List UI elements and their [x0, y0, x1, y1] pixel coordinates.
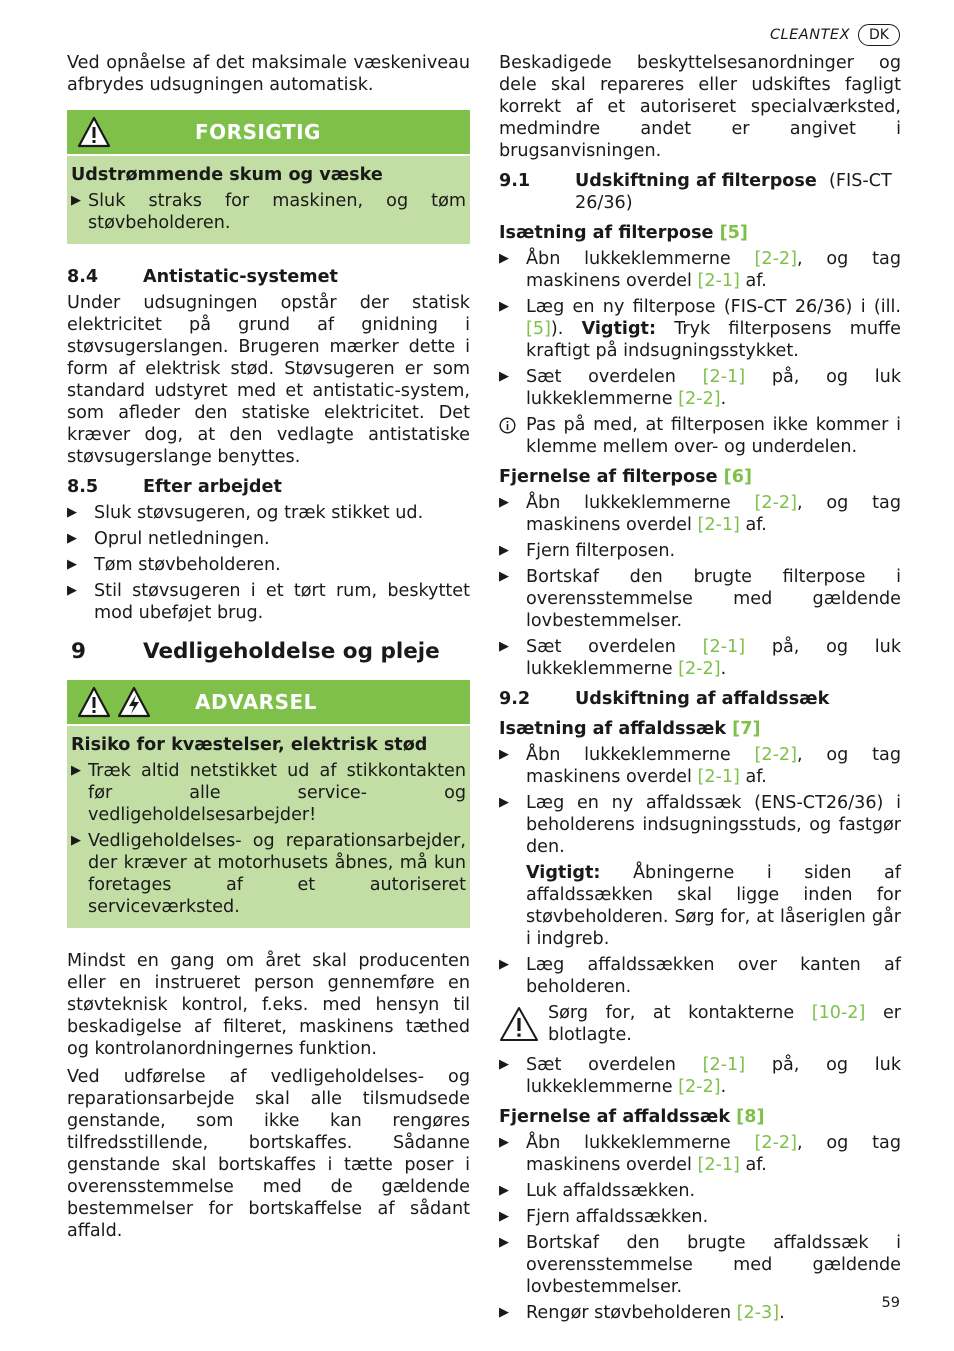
list-item: ▶ Læg en ny filterpose (FIS-CT 26/36) i (ill. [5]). Vigtigt: Tryk filterposens muffe kraftigt på indsugningsstykket.: [499, 297, 902, 361]
page-header: [770, 24, 900, 46]
subheading-insert-filter: Isætning af filterpose [5]: [499, 223, 748, 243]
right-column: [499, 52, 901, 1328]
warning-triangle-icon: [499, 1006, 539, 1042]
warning-header: [67, 680, 470, 726]
list-item: ▶ Sluk straks for maskinen, og tøm støvbeholderen.: [71, 191, 466, 233]
triangle-right-icon: ▶: [71, 763, 81, 778]
info-icon: [499, 417, 516, 434]
triangle-right-icon: ▶: [71, 193, 81, 208]
list-item: ▶ Sluk støvsugeren, og træk stikket ud.: [67, 503, 424, 523]
triangle-right-icon: ▶: [499, 495, 509, 510]
caution-subtitle: Udstrømmende skum og væske: [71, 165, 383, 185]
subheading-remove-filter: Fjernelse af filterpose [6]: [499, 467, 752, 487]
triangle-right-icon: ▶: [499, 1135, 509, 1150]
list-item: ▶ Rengør støvbeholderen [2-3].: [499, 1303, 785, 1323]
section-heading-9-2: 9.2 Udskiftning af affaldssæk: [499, 689, 830, 709]
triangle-right-icon: ▶: [67, 557, 77, 572]
list-item: ▶ Sæt overdelen [2-1] på, og luk lukkeklemmerne [2-2].: [499, 1055, 902, 1097]
language-badge: DK: [858, 24, 900, 46]
triangle-right-icon: ▶: [499, 1235, 509, 1250]
intro-paragraph: Ved opnåelse af det maksimale væskeniveau afbrydes udsugningen automatisk.: [67, 53, 470, 95]
list-item: ▶ Læg en ny affaldssæk (ENS-CT26/36) i beholderens indsugningsstuds, og fastgør den.: [499, 793, 901, 857]
triangle-right-icon: ▶: [67, 505, 77, 520]
warning-triangle-icon: [77, 686, 111, 718]
warning-triangle-icon: [77, 116, 111, 148]
triangle-right-icon: ▶: [499, 1209, 509, 1224]
warning-box: [67, 680, 470, 928]
inspection-paragraph: Mindst en gang om året skal producenten eller en instrueret person gennemføre en støvteknisk kontrol, f.eks. med hensyn til beskadigelse af filteret, maskinens tæthed og kontrolanordningernes funktion.: [67, 951, 470, 1059]
brand-name: CLEANTEX: [769, 27, 851, 43]
left-column: [67, 52, 470, 1242]
page-number: 59: [881, 1295, 900, 1311]
list-item: ▶ Åbn lukkeklemmerne [2-2], og tag maskinens overdel [2-1] af.: [499, 745, 901, 787]
contact-warning-note: Sørg for, at kontakterne [10-2] er blotlagte.: [499, 1002, 901, 1048]
triangle-right-icon: ▶: [67, 531, 77, 546]
triangle-right-icon: ▶: [71, 833, 81, 848]
section-heading-8-5: 8.5 Efter arbejdet: [67, 477, 282, 497]
list-item: ▶ Fjern affaldssækken.: [499, 1207, 709, 1227]
list-item: ▶ Vedligeholdelses- og reparationsarbejder, der kræver at motorhusets åbnes, må kun foretages af et autoriseret serviceværksted.: [71, 831, 466, 917]
triangle-right-icon: ▶: [499, 639, 509, 654]
warning-label: ADVARSEL: [195, 690, 317, 714]
list-item: ▶ Oprul netledningen.: [67, 529, 270, 549]
list-item: ▶ Sæt overdelen [2-1] på, og luk lukkeklemmerne [2-2].: [499, 367, 902, 409]
disposal-paragraph: Ved udførelse af vedligeholdelses- og reparationsarbejde skal alle tilsmudsede genstande, som ikke kan rengøres tilfredsstillende, bortskaffes. Sådanne genstande skal bortskaffes i tætte poser i overensstemmelse med de gældende bestemmelser for bortskaffelse af sådant affald.: [67, 1067, 470, 1241]
info-note: Pas på med, at filterposen ikke kommer i klemme mellem over- og underdelen.: [499, 414, 901, 458]
list-item: ▶ Læg affaldssækken over kanten af beholderen.: [499, 955, 901, 997]
triangle-right-icon: ▶: [499, 747, 509, 762]
electric-warning-icon: [117, 686, 151, 718]
triangle-right-icon: ▶: [499, 543, 509, 558]
caution-header: [67, 110, 470, 156]
list-item: ▶ Stil støvsugeren i et tørt rum, beskyttet mod ubeføjet brug.: [67, 581, 470, 623]
list-item: ▶ Bortskaf den brugte filterpose i overensstemmelse med gældende lovbestemmelser.: [499, 567, 901, 631]
caution-label: FORSIGTIG: [195, 120, 321, 144]
list-item: ▶ Luk affaldssækken.: [499, 1181, 696, 1201]
antistatic-paragraph: Under udsugningen opstår der statisk elektricitet på grund af gnidning i støvsugerslangen. Brugeren mærker dette i form af elektrisk stød. Støvsugeren er som standard udstyret med et antistatic-system, som afleder den statiske elektricitet. Det kræver dog, at den vedlagte antistatiske støvsugerslange benyttes.: [67, 293, 470, 467]
list-item: ▶ Fjern filterposen.: [499, 541, 676, 561]
subheading-insert-sack: Isætning af affaldssæk [7]: [499, 719, 761, 739]
list-item: ▶ Åbn lukkeklemmerne [2-2], og tag maskinens overdel [2-1] af.: [499, 493, 901, 535]
triangle-right-icon: ▶: [499, 569, 509, 584]
warning-subtitle: Risiko for kvæstelser, elektrisk stød: [71, 735, 428, 755]
repair-paragraph: Beskadigede beskyttelsesanordninger og dele skal repareres eller udskiftes fagligt korrekt af et autoriseret specialværksted, medmindre andet er angivet i brugsanvisningen.: [499, 53, 901, 161]
list-item: ▶ Tøm støvbeholderen.: [67, 555, 281, 575]
section-heading-8-4: 8.4 Antistatic-systemet: [67, 267, 338, 287]
list-item: ▶ Åbn lukkeklemmerne [2-2], og tag maskinens overdel [2-1] af.: [499, 249, 901, 291]
chapter-heading-9: 9 Vedligeholdelse og pleje: [71, 639, 440, 664]
triangle-right-icon: ▶: [499, 957, 509, 972]
list-item: ▶ Bortskaf den brugte affaldssæk i overensstemmelse med gældende lovbestemmelser.: [499, 1233, 901, 1297]
list-item: ▶ Træk altid netstikket ud af stikkontakten før alle service- og vedligeholdelsesarbejder!: [71, 761, 466, 825]
triangle-right-icon: ▶: [499, 795, 509, 810]
list-item: ▶ Sæt overdelen [2-1] på, og luk lukkeklemmerne [2-2].: [499, 637, 902, 679]
subheading-remove-sack: Fjernelse af affaldssæk [8]: [499, 1107, 765, 1127]
triangle-right-icon: ▶: [499, 299, 509, 314]
section-heading-9-1: 9.1 Udskiftning af filterpose (FIS-CT 26/36): [499, 171, 892, 213]
triangle-right-icon: ▶: [499, 1305, 509, 1320]
triangle-right-icon: ▶: [67, 583, 77, 598]
sack-important-note: Vigtigt: Åbningerne i siden af affaldssækken skal ligge inden for støvbeholderen. Sørg for, at låseriglen går i indgreb.: [526, 863, 902, 949]
list-item: ▶ Åbn lukkeklemmerne [2-2], og tag maskinens overdel [2-1] af.: [499, 1133, 901, 1175]
triangle-right-icon: ▶: [499, 1183, 509, 1198]
caution-box: [67, 110, 470, 244]
triangle-right-icon: ▶: [499, 251, 509, 266]
triangle-right-icon: ▶: [499, 369, 509, 384]
triangle-right-icon: ▶: [499, 1057, 509, 1072]
